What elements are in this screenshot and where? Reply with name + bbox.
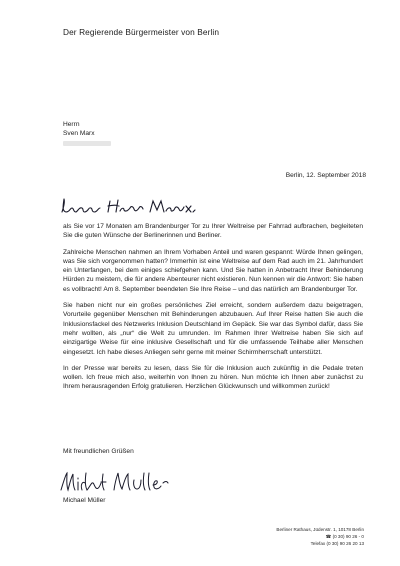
recipient-name: Sven Marx [63, 130, 95, 137]
handwritten-salutation [58, 196, 208, 218]
letter-date: Berlin, 12. September 2018 [285, 172, 366, 179]
body-paragraph-1: als Sie vor 17 Monaten am Brandenburger Tor zu Ihrer Weltreise per Fahrrad aufbrachen, begleiteten Sie die guten Wünsche der Berlinerinnen und Berliner. [63, 223, 363, 240]
sender-header: Der Regierende Bürgermeister von Berlin [63, 27, 220, 37]
recipient-salutation-line: Herrn [63, 121, 80, 128]
footer-address: Berliner Rathaus, Jüdenstr. 1, 10178 Berlin [276, 527, 364, 532]
footer-phone: ☎ (0 30) 90 26 - 0 [325, 534, 364, 539]
handwritten-signature [58, 470, 188, 494]
signer-name: Michael Müller [63, 497, 106, 504]
redacted-address [63, 141, 111, 146]
footer-fax: Telefax (0 30) 90 26 20 13 [310, 541, 364, 546]
body-paragraph-4: In der Presse war bereits zu lesen, dass Sie für die Inklusion auch zukünftig in die Pedale treten wollen. Ich freue mich also, weiterhin von Ihnen zu hören. Nun möchte ich Ihnen aber zunächst zu Ihrem herausragenden Erfolg gratulieren. Herzlichen Glückwunsch und willkommen zurück! [63, 364, 363, 391]
body-paragraph-3: Sie haben nicht nur ein großes persönliches Ziel erreicht, sondern außerdem dazu beigetragen, Vorurteile gegenüber Menschen mit Behinderungen abzubauen. Auf Ihrer Reise hatten Sie auch die Inklusionsfackel des Netzwerks Inklusion Deutschland im Gepäck. Sie war das Symbol dafür, dass Sie mehr wollten, als „nur“ die Welt zu umrunden. Im Rahmen Ihrer Weltreise haben Sie sich auf einzigartige Weise für eine inklusive Gesellschaft und für die umfassende Teilhabe aller Menschen eingesetzt. Ich habe dieses Anliegen sehr gerne mit meiner Schirmherrschaft unterstützt. [63, 302, 363, 356]
letterhead-footer [224, 526, 364, 547]
closing-line: Mit freundlichen Grüßen [63, 448, 134, 455]
body-paragraph-2: Zahlreiche Menschen nahmen an Ihrem Vorhaben Anteil und waren gespannt: Würde Ihnen gelingen, was Sie sich vorgenommen hatten? Immerhin ist eine Weltreise auf dem Rad auch im 21. Jahrhundert ein Unterfangen, bei dem einiges schiefgehen kann. Und Sie hatten in Anbetracht Ihrer Behinderung Hürden zu meistern, die für andere Abenteurer nicht existieren. Nun kennen wir die Antwort: Sie haben es vollbracht! Am 8. September beendeten Sie Ihre Reise – und das natürlich am Brandenburger Tor. [63, 248, 363, 293]
recipient-address [63, 120, 111, 146]
letter-body [63, 222, 363, 399]
